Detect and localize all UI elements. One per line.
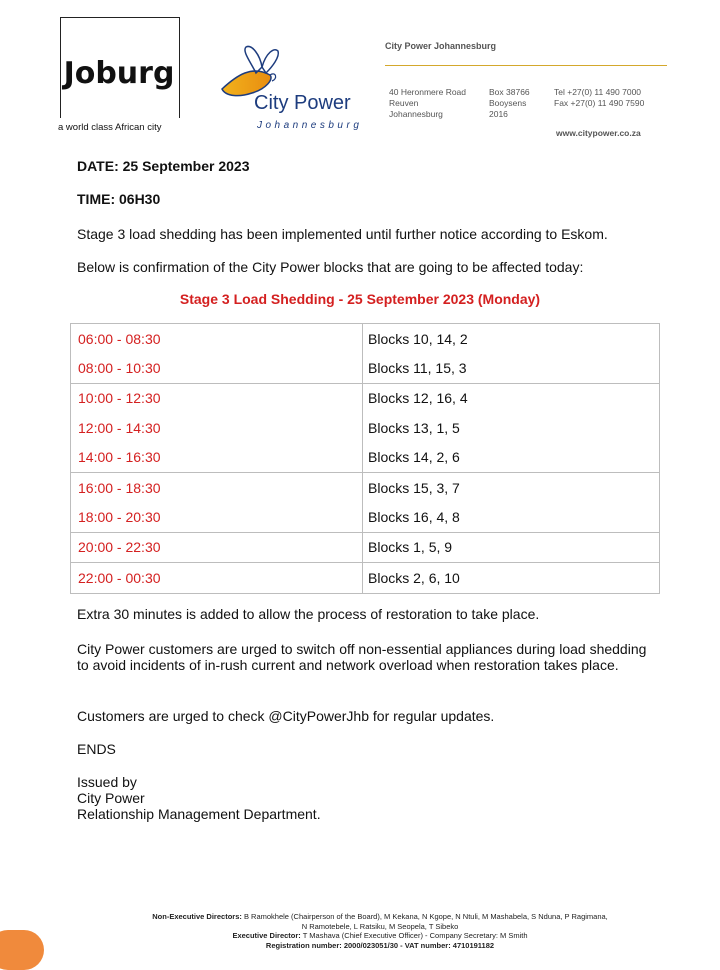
schedule-group (71, 533, 659, 563)
time-cell: 12:00 - 14:30 (71, 413, 363, 442)
footer-line: N Ramotebele, L Ratsiku, M Seopela, T Sibeko (301, 921, 459, 931)
blocks-cell: Blocks 14, 2, 6 (368, 449, 460, 466)
joburg-logo: Joburg (63, 56, 175, 91)
time-cell: 06:00 - 08:30 (71, 324, 363, 353)
floating-action-button[interactable] (0, 930, 44, 970)
table-row (71, 502, 659, 531)
nonexec-names: B Ramokhele (Chairperson of the Board), M Kekana, N Kgope, N Ntuli, M Mashabela, S Nduna, P Ragimana, (243, 912, 608, 921)
issued-line: Issued by (77, 774, 137, 790)
updates-paragraph: Customers are urged to check @CityPowerJhb for regular updates. (77, 708, 495, 724)
footer-line: Registration number: 2000/023051/30 - VAT number: 4710191182 (265, 940, 495, 950)
blocks-cell: Blocks 11, 15, 3 (368, 360, 467, 377)
footer-line (80, 912, 680, 922)
time-cell: 22:00 - 00:30 (71, 563, 363, 592)
table-row (71, 353, 659, 382)
blocks-cell: Blocks 16, 4, 8 (368, 509, 460, 526)
blocks-cell: Blocks 15, 3, 7 (368, 479, 460, 496)
table-row (71, 324, 659, 353)
schedule-group (71, 324, 659, 384)
blocks-cell: Blocks 12, 16, 4 (368, 390, 468, 407)
address-line: Reuven (389, 98, 419, 108)
blocks-cell: Blocks 13, 1, 5 (368, 419, 460, 436)
table-row (71, 533, 659, 562)
exec-names: T Mashava (Chief Executive Officer) - Company Secretary: M Smith (302, 931, 528, 940)
extra-time-paragraph: Extra 30 minutes is added to allow the process of restoration to take place. (77, 606, 540, 622)
time-cell: 10:00 - 12:30 (71, 384, 363, 413)
footer-line (80, 931, 680, 941)
time-cell: 18:00 - 20:30 (71, 502, 363, 531)
table-row (71, 473, 659, 502)
urge-paragraph: City Power customers are urged to switch off non-essential appliances during load shedding to avoid incidents of in-rush current and network overload when restoration takes place. (77, 641, 647, 673)
table-row (71, 413, 659, 442)
date-line: DATE: 25 September 2023 (77, 158, 250, 174)
blocks-cell: Blocks 2, 6, 10 (368, 569, 460, 586)
issued-line: City Power (77, 790, 145, 806)
time-cell: 08:00 - 10:30 (71, 353, 363, 382)
schedule-title: Stage 3 Load Shedding - 25 September 2023 (Monday) (179, 291, 541, 307)
schedule-group (71, 563, 659, 592)
issued-by-block (77, 774, 321, 822)
schedule-table (70, 323, 660, 594)
header-contact (554, 87, 644, 109)
table-row (71, 443, 659, 472)
header-company-name: City Power Johannesburg (385, 41, 497, 51)
header-divider (385, 65, 667, 66)
issued-line: Relationship Management Department. (77, 806, 321, 822)
stage-paragraph: Stage 3 load shedding has been implemented until further notice according to Eskom. (77, 226, 608, 242)
header-postal (489, 87, 530, 120)
table-row (71, 563, 659, 592)
address-line: 40 Heronmere Road (389, 87, 467, 97)
postal-line: Box 38766 (489, 87, 530, 97)
blocks-cell: Blocks 10, 14, 2 (368, 330, 468, 347)
header-website-link[interactable]: www.citypower.co.za (556, 128, 641, 138)
address-line: Johannesburg (389, 109, 443, 119)
contact-line: Tel +27(0) 11 490 7000 (554, 87, 642, 97)
footer-directors (80, 912, 680, 950)
contact-line: Fax +27(0) 11 490 7590 (554, 98, 645, 108)
nonexec-label: Non-Executive Directors: (152, 912, 242, 921)
postal-line: Booysens (489, 98, 527, 108)
below-paragraph: Below is confirmation of the City Power blocks that are going to be affected today: (77, 259, 584, 275)
exec-label: Executive Director: (232, 931, 301, 940)
time-cell: 14:00 - 16:30 (71, 443, 363, 472)
ends-line: ENDS (77, 741, 116, 757)
city-power-wordmark: City Power (254, 92, 351, 114)
header-address (389, 87, 466, 120)
schedule-group (71, 473, 659, 533)
time-cell: 16:00 - 18:30 (71, 473, 363, 502)
joburg-tagline: a world class African city (58, 122, 162, 133)
postal-line: 2016 (489, 109, 508, 119)
schedule-group (71, 384, 659, 473)
time-line: TIME: 06H30 (77, 191, 161, 207)
blocks-cell: Blocks 1, 5, 9 (368, 539, 453, 556)
city-power-subtitle: Johannesburg (257, 120, 363, 131)
time-cell: 20:00 - 22:30 (71, 533, 363, 562)
table-row (71, 384, 659, 413)
